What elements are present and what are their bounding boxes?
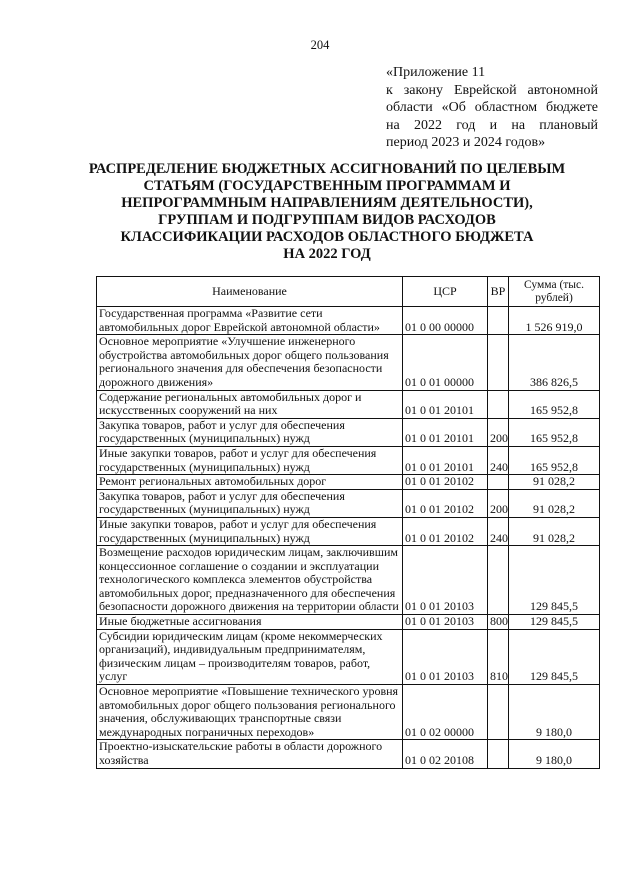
row-name-cell: Основное мероприятие «Улучшение инженерного обустройства автомобильных дорог общего пользования регионального значения для обеспечения безопасности дорожного движения» bbox=[97, 335, 403, 390]
title-line: НА 2022 ГОД bbox=[283, 246, 371, 262]
row-sum-cell: 165 952,8 bbox=[509, 446, 600, 474]
row-sum-cell: 91 028,2 bbox=[509, 489, 600, 517]
row-csr-cell: 01 0 02 20108 bbox=[403, 740, 488, 768]
row-vr-cell bbox=[488, 335, 509, 390]
row-name-cell: Закупка товаров, работ и услуг для обеспечения государственных (муниципальных) нужд bbox=[97, 418, 403, 446]
row-csr-cell: 01 0 01 00000 bbox=[403, 335, 488, 390]
table-row bbox=[97, 546, 600, 615]
table-row bbox=[97, 489, 600, 517]
row-vr-cell bbox=[488, 390, 509, 418]
appendix-line: на 2022 год и на плановый bbox=[386, 117, 598, 133]
table-row bbox=[97, 685, 600, 740]
document-title bbox=[78, 161, 576, 263]
appendix-note bbox=[386, 64, 598, 152]
row-vr-cell: 240 bbox=[488, 446, 509, 474]
row-name-cell: Закупка товаров, работ и услуг для обеспечения государственных (муниципальных) нужд bbox=[97, 489, 403, 517]
row-name-cell: Проектно-изыскательские работы в области дорожного хозяйства bbox=[97, 740, 403, 768]
row-vr-cell: 240 bbox=[488, 517, 509, 545]
row-vr-cell bbox=[488, 546, 509, 615]
table-row bbox=[97, 446, 600, 474]
row-sum-cell: 165 952,8 bbox=[509, 390, 600, 418]
row-csr-cell: 01 0 01 20101 bbox=[403, 418, 488, 446]
row-vr-cell: 800 bbox=[488, 615, 509, 630]
row-name-cell: Иные закупки товаров, работ и услуг для обеспечения государственных (муниципальных) нужд bbox=[97, 517, 403, 545]
appendix-line: области «Об областном бюджете bbox=[386, 100, 598, 115]
row-csr-cell: 01 0 01 20103 bbox=[403, 546, 488, 615]
budget-table bbox=[96, 276, 600, 769]
row-sum-cell: 129 845,5 bbox=[509, 629, 600, 684]
row-name-cell: Основное мероприятие «Повышение технического уровня автомобильных дорог общего пользования регионального значения, обслуживающих транспортные связи международных пограничных переходов» bbox=[97, 685, 403, 740]
row-vr-cell bbox=[488, 307, 509, 335]
row-csr-cell: 01 0 01 20102 bbox=[403, 475, 488, 490]
row-vr-cell bbox=[488, 685, 509, 740]
row-name-cell: Содержание региональных автомобильных дорог и искусственных сооружений на них bbox=[97, 390, 403, 418]
row-sum-cell: 386 826,5 bbox=[509, 335, 600, 390]
table-row bbox=[97, 629, 600, 684]
title-line: КЛАССИФИКАЦИИ РАСХОДОВ ОБЛАСТНОГО БЮДЖЕТА bbox=[120, 229, 534, 245]
appendix-line: «Приложение 11 bbox=[386, 65, 486, 80]
table-header-row bbox=[97, 277, 600, 307]
row-vr-cell: 200 bbox=[488, 489, 509, 517]
row-sum-cell: 9 180,0 bbox=[509, 685, 600, 740]
row-csr-cell: 01 0 01 20103 bbox=[403, 629, 488, 684]
row-sum-cell: 91 028,2 bbox=[509, 475, 600, 490]
row-sum-cell: 9 180,0 bbox=[509, 740, 600, 768]
table-row bbox=[97, 390, 600, 418]
table-row bbox=[97, 475, 600, 490]
header-vr: ВР bbox=[488, 277, 509, 307]
row-name-cell: Ремонт региональных автомобильных дорог bbox=[97, 475, 403, 490]
row-csr-cell: 01 0 01 20103 bbox=[403, 615, 488, 630]
row-sum-cell: 1 526 919,0 bbox=[509, 307, 600, 335]
header-csr: ЦСР bbox=[403, 277, 488, 307]
row-sum-cell: 165 952,8 bbox=[509, 418, 600, 446]
row-name-cell: Субсидии юридическим лицам (кроме некоммерческих организаций), индивидуальным предпринимателям, физическим лицам – производителям товаров, работ, услуг bbox=[97, 629, 403, 684]
row-vr-cell bbox=[488, 740, 509, 768]
row-sum-cell: 129 845,5 bbox=[509, 546, 600, 615]
table-row bbox=[97, 418, 600, 446]
table-row bbox=[97, 307, 600, 335]
row-name-cell: Государственная программа «Развитие сети автомобильных дорог Еврейской автономной области» bbox=[97, 307, 403, 335]
row-vr-cell bbox=[488, 475, 509, 490]
row-name-cell: Возмещение расходов юридическим лицам, заключившим концессионное соглашение о создании и эксплуатации технологического комплекса элементов обустройства автомобильных дорог, предназначенного для обеспечения безопасности дорожного движения на территории области bbox=[97, 546, 403, 615]
row-name-cell: Иные бюджетные ассигнования bbox=[97, 615, 403, 630]
row-csr-cell: 01 0 00 00000 bbox=[403, 307, 488, 335]
table-body bbox=[97, 307, 600, 769]
row-csr-cell: 01 0 01 20101 bbox=[403, 446, 488, 474]
row-csr-cell: 01 0 02 00000 bbox=[403, 685, 488, 740]
table-row bbox=[97, 335, 600, 390]
appendix-line: к закону Еврейской автономной bbox=[386, 82, 598, 98]
title-line: ГРУППАМ И ПОДГРУППАМ ВИДОВ РАСХОДОВ bbox=[158, 212, 496, 228]
row-vr-cell: 200 bbox=[488, 418, 509, 446]
row-name-cell: Иные закупки товаров, работ и услуг для обеспечения государственных (муниципальных) нужд bbox=[97, 446, 403, 474]
table-row bbox=[97, 740, 600, 768]
row-sum-cell: 129 845,5 bbox=[509, 615, 600, 630]
header-sum: Сумма (тыс. рублей) bbox=[509, 277, 600, 307]
table-row bbox=[97, 615, 600, 630]
title-line: СТАТЬЯМ (ГОСУДАРСТВЕННЫМ ПРОГРАММАМ И bbox=[143, 178, 511, 194]
row-csr-cell: 01 0 01 20102 bbox=[403, 489, 488, 517]
page-number: 204 bbox=[310, 38, 330, 52]
title-line: РАСПРЕДЕЛЕНИЕ БЮДЖЕТНЫХ АССИГНОВАНИЙ ПО ЦЕЛЕВЫМ bbox=[88, 161, 566, 177]
row-csr-cell: 01 0 01 20102 bbox=[403, 517, 488, 545]
row-vr-cell: 810 bbox=[488, 629, 509, 684]
appendix-line: период 2023 и 2024 годов» bbox=[386, 135, 546, 150]
row-csr-cell: 01 0 01 20101 bbox=[403, 390, 488, 418]
table-row bbox=[97, 517, 600, 545]
row-sum-cell: 91 028,2 bbox=[509, 517, 600, 545]
header-name: Наименование bbox=[97, 277, 403, 307]
title-line: НЕПРОГРАММНЫМ НАПРАВЛЕНИЯМ ДЕЯТЕЛЬНОСТИ), bbox=[121, 195, 533, 211]
